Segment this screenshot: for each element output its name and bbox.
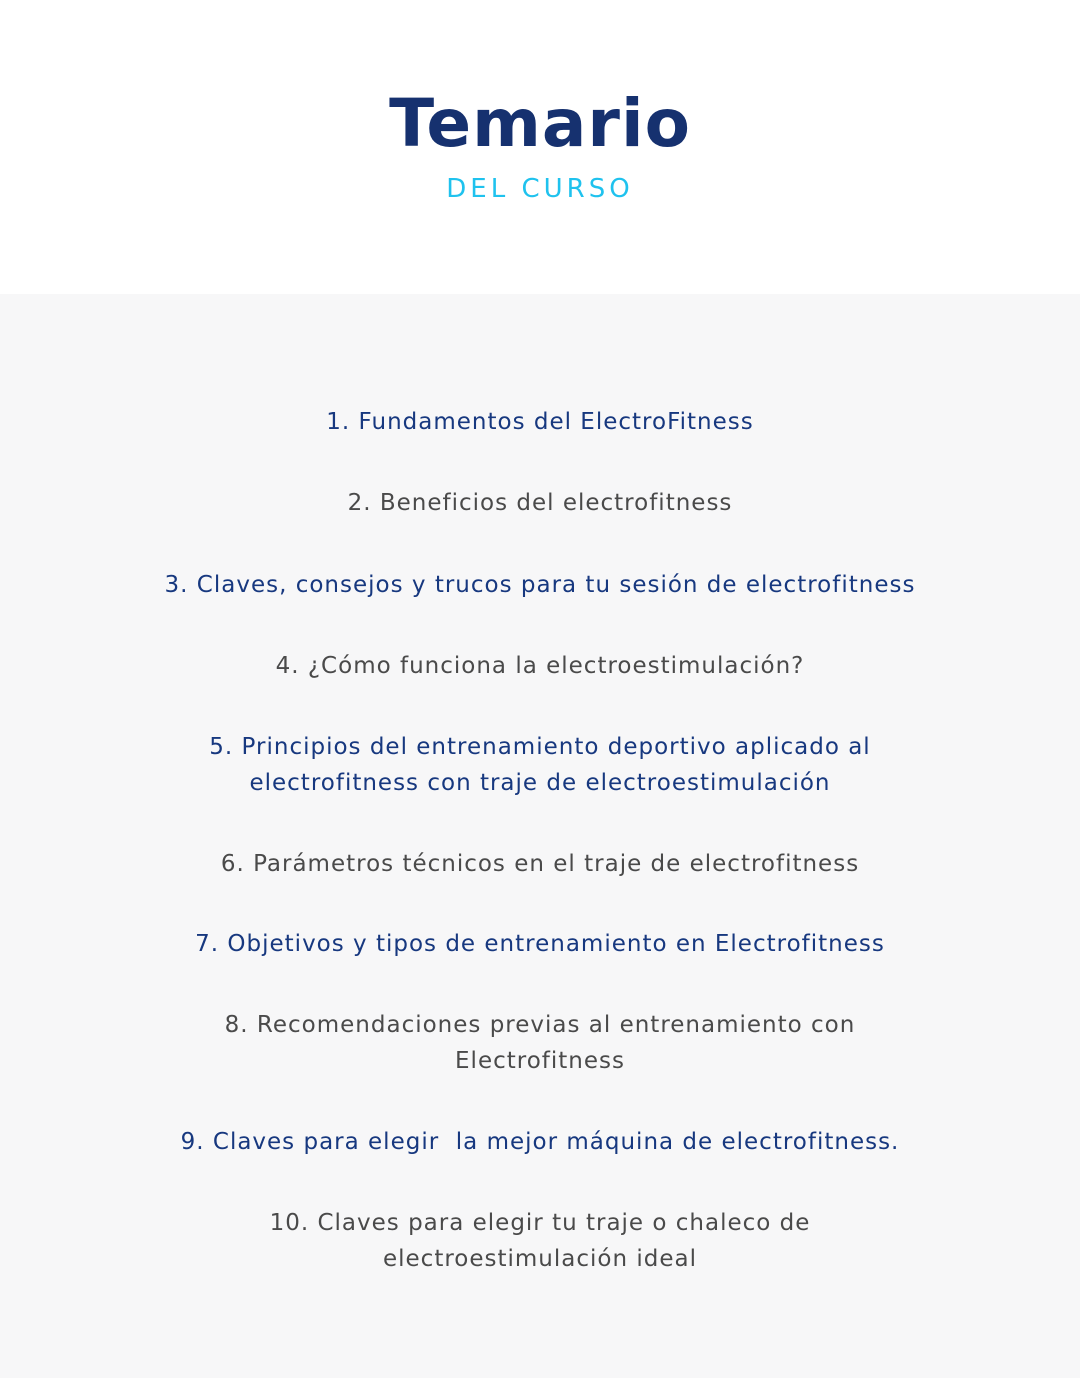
- page-header: [0, 0, 1080, 294]
- syllabus-item-9-link[interactable]: 9. Claves para elegir la mejor máquina de electrofitness.: [180, 1129, 900, 1155]
- syllabus-panel: [0, 294, 1080, 1378]
- syllabus-item-8: 8. Recomendaciones previas al entrenamiento con Electrofitness: [224, 1012, 856, 1074]
- syllabus-item-7-link[interactable]: 7. Objetivos y tipos de entrenamiento en Electrofitness: [195, 931, 885, 957]
- syllabus-item-2: 2. Beneficios del electrofitness: [347, 490, 733, 516]
- syllabus-item-1-link[interactable]: 1. Fundamentos del ElectroFitness: [326, 409, 754, 435]
- syllabus-item-10: 10. Claves para elegir tu traje o chaleco de electroestimulación ideal: [269, 1210, 811, 1272]
- syllabus-item-4: 4. ¿Cómo funciona la electroestimulación?: [275, 653, 805, 679]
- syllabus-item-5-link[interactable]: 5. Principios del entrenamiento deportivo aplicado al electrofitness con traje de electroestimulación: [209, 734, 871, 796]
- syllabus-item-6: 6. Parámetros técnicos en el traje de electrofitness: [220, 851, 860, 877]
- page-subtitle: DEL CURSO: [446, 174, 634, 204]
- syllabus-item-3-link[interactable]: 3. Claves, consejos y trucos para tu sesión de electrofitness: [164, 572, 916, 598]
- page-title: Temario: [389, 85, 691, 162]
